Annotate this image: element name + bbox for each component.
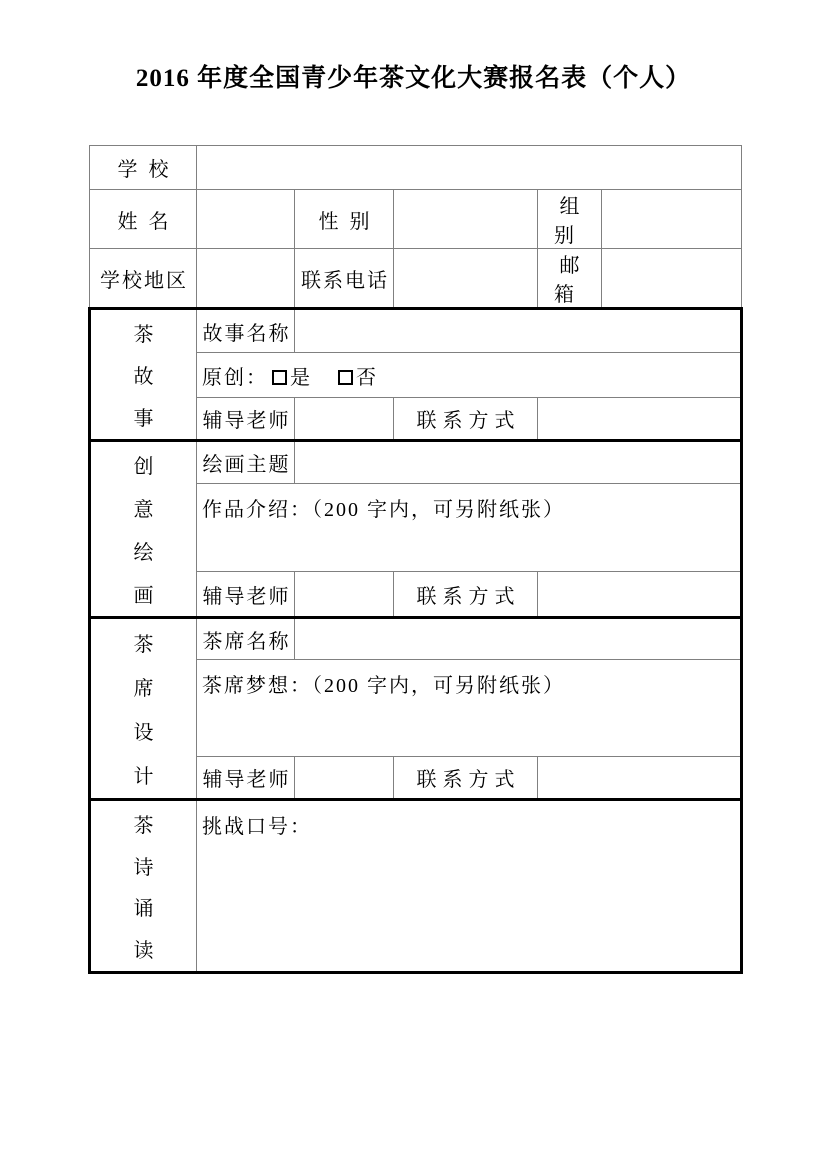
registration-form [88, 145, 740, 974]
teatable-contact-label: 联系方式 [394, 757, 538, 800]
story-tutor-input-cell[interactable] [295, 398, 394, 441]
slogan-cell[interactable] [197, 800, 742, 973]
school-label: 学校 [90, 146, 197, 190]
region-input-cell[interactable] [197, 249, 295, 309]
work-intro-label: 作品介绍：（200 字内，可另附纸张） [202, 499, 565, 521]
painting-theme-label: 绘画主题 [197, 441, 295, 484]
original-label: 原创： [202, 366, 268, 389]
story-name-label: 故事名称 [197, 309, 295, 353]
school-input-cell[interactable] [197, 146, 742, 190]
section-label-tea-poetry: 茶 诗 诵 读 [133, 815, 154, 962]
phone-label: 联系电话 [295, 249, 394, 309]
story-contact-label: 联系方式 [394, 398, 538, 441]
teatable-name-label: 茶席名称 [197, 618, 295, 660]
painting-contact-input-cell[interactable] [538, 572, 742, 618]
original-yes-checkbox[interactable] [272, 370, 287, 385]
teatable-dream-cell[interactable] [197, 660, 742, 757]
painting-tutor-input-cell[interactable] [295, 572, 394, 618]
table-row [90, 441, 742, 484]
gender-label: 性别 [295, 190, 394, 249]
teatable-tutor-label: 辅导老师 [197, 757, 295, 800]
teatable-dream-label: 茶席梦想：（200 字内，可另附纸张） [202, 675, 565, 697]
teatable-contact-input-cell[interactable] [538, 757, 742, 800]
story-name-input-cell[interactable] [295, 309, 742, 353]
region-label: 学校地区 [90, 249, 197, 309]
painting-side-cell [90, 441, 197, 618]
phone-input-cell[interactable] [394, 249, 538, 309]
group-label: 组别 [538, 190, 602, 249]
section-label-tea-table-design: 茶 席 设 计 [133, 634, 154, 788]
name-input-cell[interactable] [197, 190, 295, 249]
form-table [88, 145, 743, 974]
painting-tutor-label: 辅导老师 [197, 572, 295, 618]
tea-story-side-cell [90, 309, 197, 441]
table-row [90, 618, 742, 660]
original-row-cell [197, 353, 742, 398]
original-no-checkbox[interactable] [338, 370, 353, 385]
teatable-name-input-cell[interactable] [295, 618, 742, 660]
story-tutor-label: 辅导老师 [197, 398, 295, 441]
group-input-cell[interactable] [602, 190, 742, 249]
table-row [90, 249, 742, 309]
table-row [90, 190, 742, 249]
original-yes-label: 是 [290, 366, 310, 389]
page-title: 2016 年度全国青少年茶文化大赛报名表（个人） [135, 65, 692, 92]
teatable-side-cell [90, 618, 197, 800]
email-input-cell[interactable] [602, 249, 742, 309]
painting-contact-label: 联系方式 [394, 572, 538, 618]
section-label-tea-story: 茶 故 事 [133, 324, 154, 430]
section-label-creative-painting: 创 意 绘 画 [133, 456, 154, 607]
gender-input-cell[interactable] [394, 190, 538, 249]
slogan-label: 挑战口号： [202, 816, 312, 838]
table-row [90, 800, 742, 973]
teatable-tutor-input-cell[interactable] [295, 757, 394, 800]
painting-theme-input-cell[interactable] [295, 441, 742, 484]
table-row [90, 146, 742, 190]
email-label: 邮箱 [538, 249, 602, 309]
work-intro-cell[interactable] [197, 484, 742, 572]
story-contact-input-cell[interactable] [538, 398, 742, 441]
poetry-side-cell [90, 800, 197, 973]
name-label: 姓名 [90, 190, 197, 249]
table-row [90, 309, 742, 353]
original-no-label: 否 [356, 366, 376, 389]
